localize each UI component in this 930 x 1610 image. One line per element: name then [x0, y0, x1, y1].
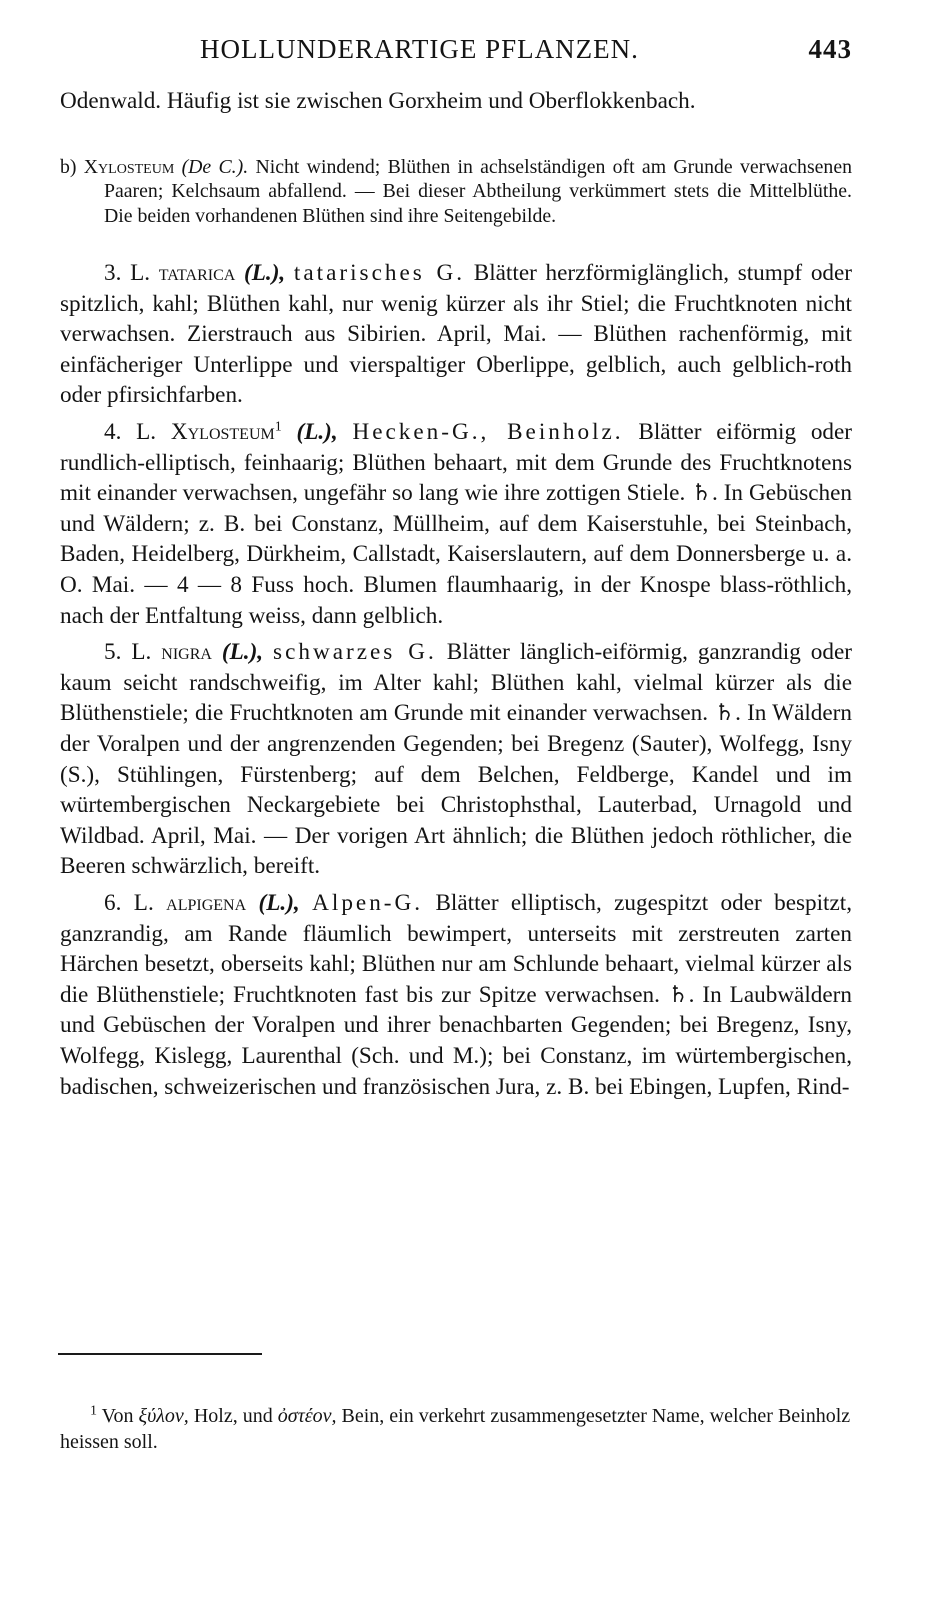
- subsection-label: b): [60, 155, 77, 178]
- footnote: [60, 1403, 852, 1455]
- subsection-b: [60, 155, 852, 229]
- subsection-text: Nicht windend; Blüthen in achselständigen oft am Grunde verwachsenen Paaren; Kelchsaum abfallend. — Bei dieser Abtheilung verkümmert stets die Mittelblüthe. Die beiden vorhandenen Blüthen sind ihre Seitengebilde.: [104, 155, 852, 227]
- footnote-text-a: Von: [101, 1405, 134, 1427]
- body-text: [60, 86, 852, 1102]
- footnote-greek-osteon: ὀστέον,: [277, 1405, 337, 1427]
- species-author: (L.),: [244, 260, 286, 287]
- footnote-mark: 1: [90, 1403, 97, 1419]
- species-number: 6. L.: [104, 889, 154, 916]
- running-header: [60, 30, 852, 70]
- species-author: (L.),: [258, 889, 300, 916]
- footnote-text-c: Bein, ein verkehrt zusammengesetzter Name, welcher Beinholz heissen soll.: [60, 1405, 851, 1453]
- species-number: 4. L.: [104, 419, 157, 446]
- species-name: tatarica: [158, 260, 236, 287]
- page-number: 443: [808, 34, 852, 64]
- intro-paragraph: Odenwald. Häufig ist sie zwischen Gorxheim und Oberflokkenbach.: [60, 88, 696, 114]
- footnote-text-b: Holz, und: [193, 1405, 273, 1427]
- species-author: (L.),: [296, 419, 338, 446]
- species-entry: [60, 888, 852, 1102]
- species-entry: [60, 258, 852, 411]
- species-description: Blätter eiförmig oder rundlich-elliptisch, feinhaarig; Blüthen behaart, mit dem Grunde des Fruchtknotens mit einander verwachsen, ungefähr so lang wie ihre zottigen Stiele. ♄. In Gebüschen und Wäldern; z. B. bei Constanz, Müllheim, auf dem Kaiserstuhle, bei Steinbach, Baden, Heidelberg, Dürkheim, Callstadt, Kaiserslautern, auf dem Donnersberge u. a. O. Mai. — 4 — 8 Fuss hoch. Blumen flaumhaarig, in der Knospe blass-röthlich, nach der Entfaltung weiss, dann gelblich.: [60, 419, 853, 629]
- species-common-name: tatarisches G.: [293, 260, 466, 287]
- species-number: 3. L.: [104, 260, 151, 287]
- subsection-name: Xylosteum: [83, 155, 175, 178]
- species-description: Blätter elliptisch, zugespitzt oder bespitzt, ganzrandig, am Rande fläumlich bewimpert, unterseits mit zerstreuten zarten Härchen besetzt, oberseits kahl; Blüthen nur am Schlunde behaart, vielmal kürzer als die Blüthenstiele; Fruchtknoten fast bis zur Spitze verwachsen. ♄. In Laubwäldern und Gebüschen der Voralpen und ihrer benachbarten Gegenden; bei Bregenz, Isny, Wolfegg, Kislegg, Laurenthal (Sch. und M.); bei Constanz, im würtembergischen, badischen, schweizerischen und französischen Jura, z. B. bei Ebingen, Lupfen, Rind-: [60, 889, 853, 1100]
- species-entry: [60, 637, 852, 882]
- species-description: Blätter länglich-eiförmig, ganzrandig oder kaum seicht randschweifig, im Alter kahl; Blüthen kahl, vielmal kürzer als die Blüthenstiele; die Fruchtknoten am Grunde mit einander verwachsen. ♄. In Wäldern der Voralpen und der angrenzenden Gegenden; bei Bregenz (Sauter), Wolfegg, Isny (S.), Stühlingen, Fürstenberg; auf dem Belchen, Feldberge, Kandel und im würtembergischen Neckargebiete bei Christophsthal, Lauterbad, Urnagold und Wildbad. April, Mai. — Der vorigen Art ähnlich; die Blüthen jedoch röthlicher, die Beeren schwärzlich, bereift.: [60, 639, 852, 880]
- species-name: nigra: [161, 639, 212, 666]
- species-number: 5. L.: [104, 639, 152, 666]
- species-author: (L.),: [221, 639, 264, 666]
- species-common-name: schwarzes G.: [273, 639, 437, 666]
- footnote-divider: [58, 1353, 262, 1355]
- subsection-author: (De C.).: [181, 155, 249, 178]
- species-common-name: Hecken-G., Beinholz.: [352, 419, 624, 446]
- species-description: Blätter herzförmiglänglich, stumpf oder spitzlich, kahl; Blüthen kahl, nur wenig kürzer als ihr Stiel; die Fruchtknoten nicht verwachsen. Zierstrauch aus Sibirien. April, Mai. — Blüthen rachenförmig, mit einfächeriger Unterlippe und vierspaltiger Oberlippe, gelblich, auch gelblich-roth oder pfirsichfarben.: [60, 260, 853, 409]
- species-name: Xylosteum: [170, 419, 275, 446]
- species-name: alpigena: [166, 889, 247, 916]
- book-page: [60, 30, 852, 1102]
- footnote-greek-xylon: ξύλον,: [138, 1405, 189, 1427]
- species-entry: [60, 417, 852, 631]
- footnote-reference: 1: [274, 419, 282, 435]
- running-title: HOLLUNDERARTIGE PFLANZEN.: [200, 34, 639, 64]
- species-common-name: Alpen-G.: [312, 889, 424, 916]
